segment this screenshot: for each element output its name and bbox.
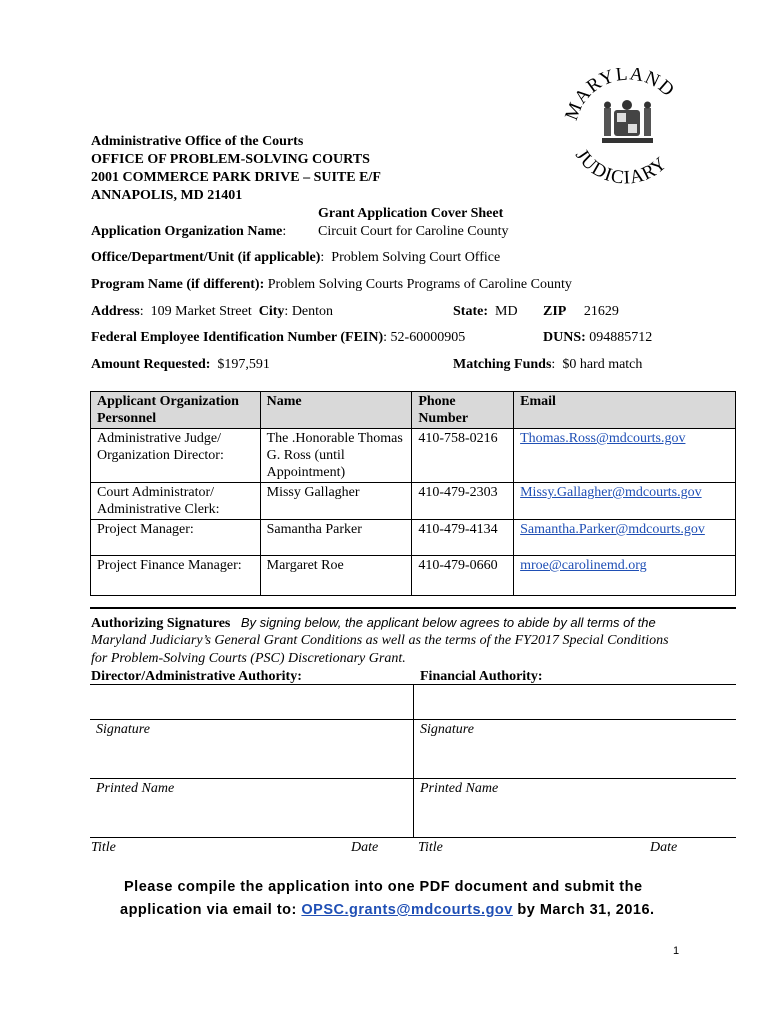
state-label: State: bbox=[453, 304, 488, 319]
duns-label: DUNS: bbox=[543, 330, 586, 345]
zip-label: ZIP bbox=[543, 304, 567, 319]
row-name: Samantha Parker bbox=[260, 520, 412, 556]
signatures-heading: Authorizing Signatures bbox=[91, 616, 231, 631]
director-printed-name-label: Printed Name bbox=[96, 781, 175, 796]
row-phone: 410-479-4134 bbox=[412, 520, 514, 556]
amount-value: $197,591 bbox=[217, 357, 270, 372]
program-label: Program Name (if different): bbox=[91, 277, 265, 292]
col-header-name: Name bbox=[260, 392, 412, 429]
email-link[interactable]: Samantha.Parker@mdcourts.gov bbox=[520, 522, 705, 537]
email-link[interactable]: Missy.Gallagher@mdcourts.gov bbox=[520, 485, 702, 500]
match-value: $0 hard match bbox=[562, 357, 643, 372]
row-name: Missy Gallagher bbox=[260, 483, 412, 520]
maryland-judiciary-seal bbox=[562, 68, 692, 198]
coat-of-arms-icon bbox=[602, 100, 653, 143]
zip-row bbox=[543, 303, 619, 321]
state-value: MD bbox=[495, 304, 518, 319]
state-row bbox=[453, 303, 518, 321]
city-label: City bbox=[258, 304, 285, 319]
duns-value: 094885712 bbox=[589, 330, 653, 345]
row-phone: 410-758-0216 bbox=[412, 429, 514, 483]
amount-label: Amount Requested: bbox=[91, 357, 211, 372]
director-title-label: Title bbox=[91, 840, 116, 855]
office-name: Administrative Office of the Courts bbox=[91, 134, 304, 149]
office-row: Office/Department/Unit (if applicable): Problem Solving Court Office bbox=[91, 250, 501, 265]
table-row bbox=[91, 429, 736, 483]
svg-text:JUDICIARY bbox=[571, 146, 672, 189]
table-row bbox=[91, 483, 736, 520]
fein-label: Federal Employee Identification Number (FEIN) bbox=[91, 330, 384, 345]
page-title: Grant Application Cover Sheet bbox=[318, 206, 504, 221]
signatures-text-1: By signing below, the applicant below agrees to abide by all terms of the bbox=[240, 615, 656, 630]
section-divider bbox=[90, 607, 736, 609]
signatures-intro bbox=[91, 614, 656, 633]
table-row bbox=[91, 556, 736, 596]
office-value: Problem Solving Court Office bbox=[331, 250, 501, 265]
app-org-label: Application Organization Name bbox=[91, 224, 283, 239]
instructions-line-2 bbox=[120, 902, 655, 918]
row-phone: 410-479-2303 bbox=[412, 483, 514, 520]
office-label: Office/Department/Unit (if applicable) bbox=[91, 250, 321, 265]
sig-column-divider bbox=[413, 684, 414, 838]
table-row bbox=[91, 520, 736, 556]
financial-date-label: Date bbox=[650, 840, 678, 855]
instructions-line-1: Please compile the application into one PDF document and submit the bbox=[124, 879, 643, 895]
row-name: The .Honorable Thomas G. Ross (until Appointment) bbox=[260, 429, 412, 483]
program-value: Problem Solving Courts Programs of Caroline County bbox=[267, 277, 572, 292]
col-header-personnel: Applicant Organization Personnel bbox=[91, 392, 261, 429]
row-phone: 410-479-0660 bbox=[412, 556, 514, 596]
col-header-email: Email bbox=[514, 392, 736, 429]
match-row: Matching Funds: $0 hard match bbox=[453, 357, 643, 372]
office-street: 2001 COMMERCE PARK DRIVE – SUITE E/F bbox=[91, 170, 381, 185]
app-org-row: Application Organization Name: bbox=[91, 224, 287, 239]
program-row bbox=[91, 276, 572, 294]
financial-signature-label: Signature bbox=[420, 722, 474, 737]
table-header-row bbox=[91, 392, 736, 429]
instructions-prefix: application via email to: bbox=[120, 902, 297, 918]
city-value: Denton bbox=[291, 304, 334, 319]
amount-row bbox=[91, 356, 270, 374]
match-label: Matching Funds bbox=[453, 357, 552, 372]
submission-email-link[interactable]: OPSC.grants@mdcourts.gov bbox=[301, 902, 513, 918]
seal-bottom-text: JUDICIARY bbox=[570, 145, 672, 189]
row-role: Project Manager: bbox=[91, 520, 261, 556]
personnel-table bbox=[90, 391, 736, 596]
seal-top-text: MARYLAND bbox=[562, 68, 679, 124]
row-name: Margaret Roe bbox=[260, 556, 412, 596]
fein-row: Federal Employee Identification Number (FEIN): 52-60000905 bbox=[91, 330, 466, 345]
office-city: ANNAPOLIS, MD 21401 bbox=[91, 188, 243, 203]
address-row: Address: 109 Market Street City: Denton bbox=[91, 304, 334, 319]
office-division: OFFICE OF PROBLEM-SOLVING COURTS bbox=[91, 152, 370, 167]
instructions-deadline: by March 31, 2016. bbox=[517, 902, 655, 918]
signatures-text-2: Maryland Judiciary’s General Grant Conditions as well as the terms of the FY2017 Special Conditions bbox=[91, 633, 669, 648]
director-signature-label: Signature bbox=[96, 722, 150, 737]
director-heading: Director/Administrative Authority: bbox=[91, 669, 302, 684]
financial-heading: Financial Authority: bbox=[420, 669, 543, 684]
signatures-text-3: for Problem-Solving Courts (PSC) Discretionary Grant. bbox=[91, 651, 406, 666]
financial-printed-name-label: Printed Name bbox=[420, 781, 499, 796]
duns-row bbox=[543, 329, 652, 347]
row-role: Court Administrator/ Administrative Clerk: bbox=[91, 483, 261, 520]
address-value: 109 Market Street bbox=[150, 304, 252, 319]
financial-title-label: Title bbox=[418, 840, 443, 855]
address-label: Address bbox=[91, 304, 140, 319]
row-role: Project Finance Manager: bbox=[91, 556, 261, 596]
email-link[interactable]: Thomas.Ross@mdcourts.gov bbox=[520, 431, 686, 446]
app-org-value: Circuit Court for Caroline County bbox=[318, 224, 509, 239]
col-header-phone: Phone Number bbox=[412, 392, 514, 429]
director-date-label: Date bbox=[351, 840, 379, 855]
page-number: 1 bbox=[673, 945, 680, 957]
zip-value: 21629 bbox=[583, 304, 619, 319]
row-role: Administrative Judge/ Organization Director: bbox=[91, 429, 261, 483]
email-link[interactable]: mroe@carolinemd.org bbox=[520, 558, 647, 573]
fein-value: 52-60000905 bbox=[390, 330, 466, 345]
